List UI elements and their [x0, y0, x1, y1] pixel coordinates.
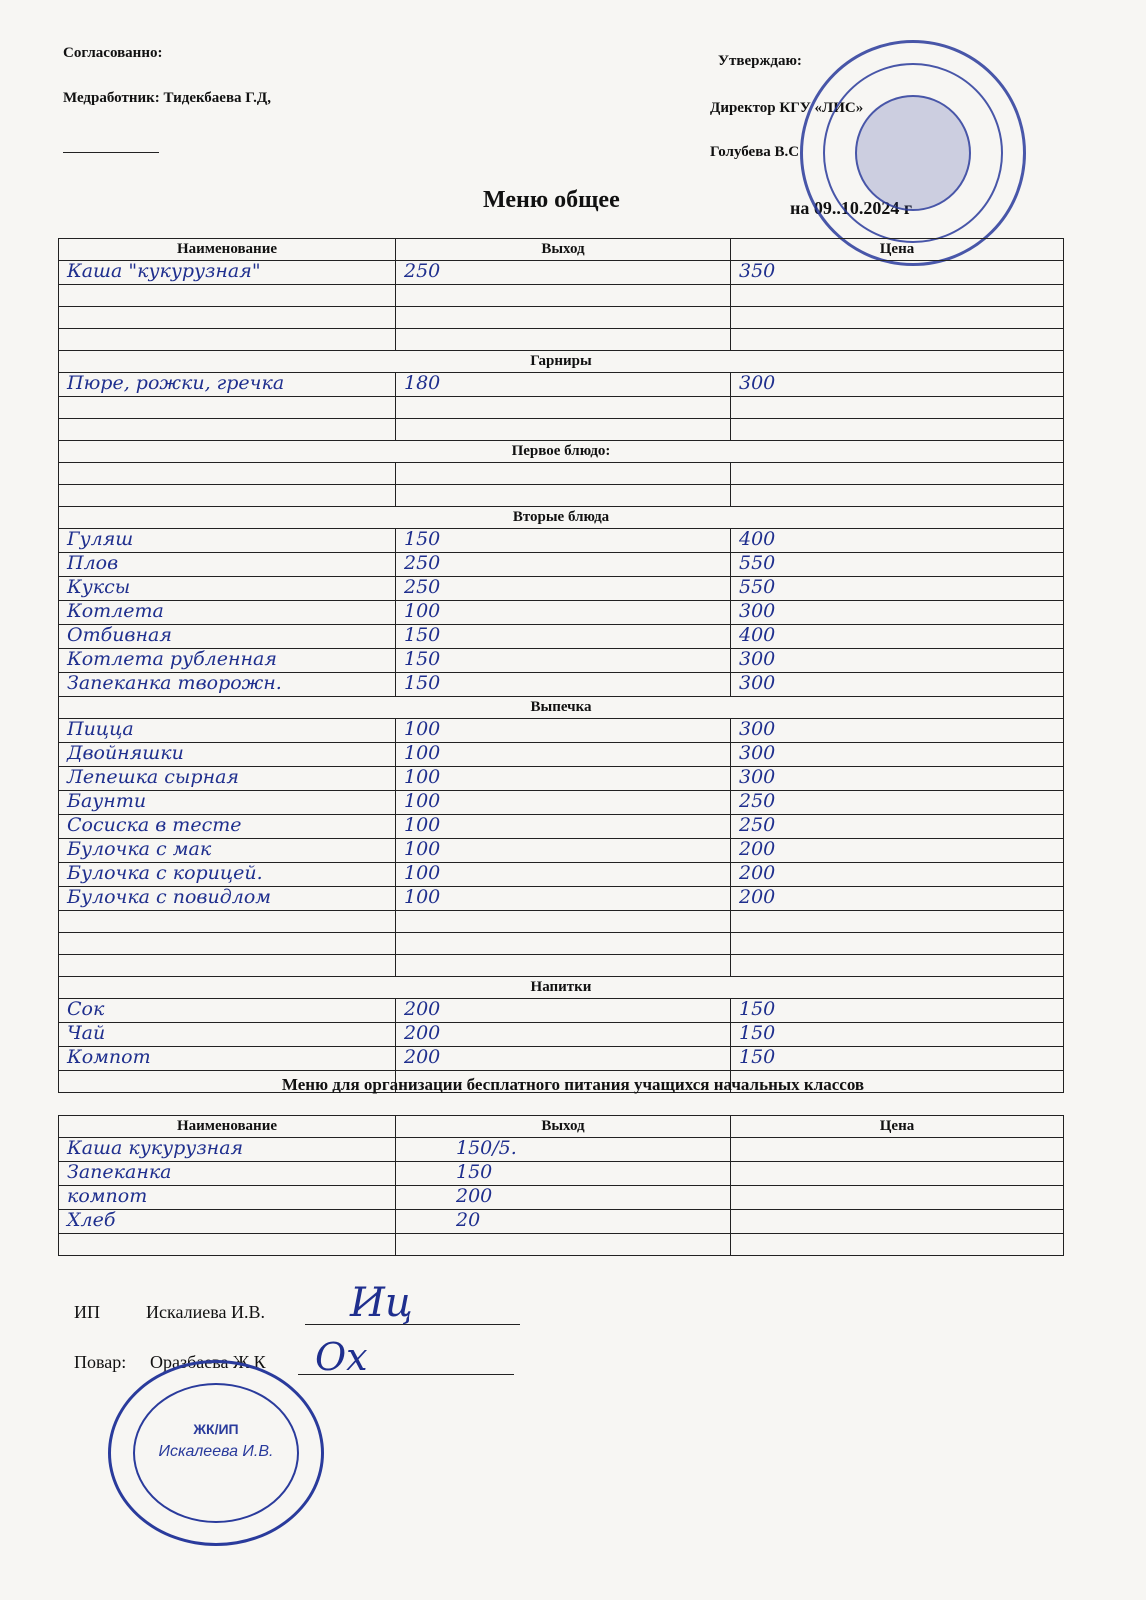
table-row [59, 815, 1064, 839]
ip-stamp-line1: ЖК/ИП [193, 1421, 239, 1437]
section-label: Выпечка [59, 697, 1064, 719]
table-row [59, 955, 1064, 977]
table-row [59, 791, 1064, 815]
cook-signature: Ох [315, 1335, 368, 1379]
item-name: Булочка с корицей. [67, 862, 263, 884]
item-name: Пюре, рожки, гречка [67, 372, 285, 394]
item-price: 550 [739, 576, 776, 598]
table-row [59, 307, 1064, 329]
table-row [59, 767, 1064, 791]
item-price: 250 [739, 790, 776, 812]
item-output: 100 [404, 862, 441, 884]
table-row [59, 601, 1064, 625]
item-price: 150 [739, 1046, 776, 1068]
item-output: 180 [404, 372, 441, 394]
table-row [59, 887, 1064, 911]
ip-stamp [108, 1360, 324, 1546]
table-row [59, 1023, 1064, 1047]
item-price: 250 [739, 814, 776, 836]
item-output: 150 [404, 672, 441, 694]
item-name: Запеканка творожн. [67, 672, 282, 694]
table-row [59, 463, 1064, 485]
item-name: Баунти [67, 790, 147, 812]
free-column-header-price: Цена [731, 1116, 1064, 1138]
section-row [59, 441, 1064, 463]
item-output: 100 [404, 718, 441, 740]
item-price: 150 [739, 1022, 776, 1044]
item-name: Булочка с повидлом [67, 886, 272, 908]
item-name: Каша "кукурузная" [67, 260, 261, 282]
table-row [59, 397, 1064, 419]
free-item-output: 150/5. [456, 1137, 517, 1159]
director-stamp [800, 40, 1026, 266]
medic-signature-line [63, 140, 159, 153]
item-name: Двойняшки [67, 742, 184, 764]
item-output: 100 [404, 600, 441, 622]
item-name: Котлета рубленная [67, 648, 277, 670]
item-output: 200 [404, 1046, 441, 1068]
table-row [59, 933, 1064, 955]
item-price: 200 [739, 886, 776, 908]
agreed-label: Согласованно: [63, 45, 163, 61]
ip-name: Искалиева И.В. [146, 1302, 265, 1322]
item-price: 300 [739, 742, 776, 764]
section-label: Напитки [59, 977, 1064, 999]
item-output: 100 [404, 886, 441, 908]
item-price: 300 [739, 372, 776, 394]
item-name: Сосиска в тесте [67, 814, 242, 836]
free-column-header-output: Выход [396, 1116, 731, 1138]
free-item-name: Хлеб [67, 1209, 116, 1231]
item-name: Куксы [67, 576, 131, 598]
column-header-price: Цена [731, 239, 1064, 261]
item-price: 300 [739, 718, 776, 740]
item-output: 250 [404, 260, 441, 282]
table-row [59, 419, 1064, 441]
table-row [59, 649, 1064, 673]
table-row [59, 999, 1064, 1023]
section-row [59, 697, 1064, 719]
item-price: 300 [739, 672, 776, 694]
director-name: Голубева В.С [710, 144, 800, 160]
item-output: 200 [404, 1022, 441, 1044]
item-price: 300 [739, 648, 776, 670]
free-menu-table [58, 1115, 1064, 1256]
table-row [59, 719, 1064, 743]
table-row [59, 529, 1064, 553]
menu-table [58, 238, 1064, 1093]
table-row [59, 261, 1064, 285]
free-table-row [59, 1234, 1064, 1256]
section-row [59, 507, 1064, 529]
ip-signature: Иц [350, 1280, 413, 1326]
item-output: 100 [404, 742, 441, 764]
item-name: Гуляш [67, 528, 134, 550]
table-row [59, 839, 1064, 863]
item-price: 150 [739, 998, 776, 1020]
item-price: 300 [739, 766, 776, 788]
item-output: 100 [404, 838, 441, 860]
table-row [59, 577, 1064, 601]
free-item-name: Каша кукурузная [67, 1137, 244, 1159]
medic-label: Медработник: Тидекбаева Г.Д, [63, 90, 271, 106]
table-row [59, 1047, 1064, 1071]
table-row [59, 743, 1064, 767]
item-output: 150 [404, 528, 441, 550]
free-item-output: 200 [456, 1185, 493, 1207]
table-row [59, 911, 1064, 933]
item-name: Чай [67, 1022, 106, 1044]
director-label: Директор КГУ «ЛИС» [710, 100, 864, 116]
item-output: 100 [404, 790, 441, 812]
free-item-name: Запеканка [67, 1161, 172, 1183]
item-output: 150 [404, 624, 441, 646]
section-row [59, 351, 1064, 373]
item-name: Котлета [67, 600, 164, 622]
item-price: 400 [739, 528, 776, 550]
item-output: 250 [404, 552, 441, 574]
ip-label: ИП [74, 1302, 100, 1322]
item-name: Компот [67, 1046, 151, 1068]
approve-label: Утверждаю: [718, 53, 802, 69]
free-table-row [59, 1210, 1064, 1234]
table-row [59, 673, 1064, 697]
item-price: 300 [739, 600, 776, 622]
column-header-name: Наименование [59, 239, 396, 261]
table-row [59, 863, 1064, 887]
section-label: Вторые блюда [59, 507, 1064, 529]
cook-label: Повар: [74, 1352, 127, 1372]
page-title: Меню общее [483, 187, 620, 213]
table-row [59, 553, 1064, 577]
item-name: Пицца [67, 718, 134, 740]
item-name: Сок [67, 998, 105, 1020]
item-output: 100 [404, 766, 441, 788]
item-output: 250 [404, 576, 441, 598]
item-name: Лепешка сырная [67, 766, 239, 788]
menu-date: на 09..10.2024 г [790, 198, 913, 218]
free-menu-title: Меню для организации бесплатного питания учащихся начальных классов [281, 1075, 865, 1094]
free-column-header-name: Наименование [59, 1116, 396, 1138]
table-row [59, 329, 1064, 351]
table-row [59, 285, 1064, 307]
free-table-row [59, 1186, 1064, 1210]
column-header-output: Выход [396, 239, 731, 261]
item-name: Булочка с мак [67, 838, 212, 860]
section-label: Первое блюдо: [59, 441, 1064, 463]
item-price: 200 [739, 838, 776, 860]
table-row [59, 373, 1064, 397]
item-output: 150 [404, 648, 441, 670]
table-row [59, 485, 1064, 507]
table-row [59, 625, 1064, 649]
section-row [59, 977, 1064, 999]
item-price: 550 [739, 552, 776, 574]
item-price: 400 [739, 624, 776, 646]
item-output: 200 [404, 998, 441, 1020]
item-price: 200 [739, 862, 776, 884]
item-name: Отбивная [67, 624, 172, 646]
free-item-output: 20 [456, 1209, 481, 1231]
item-name: Плов [67, 552, 119, 574]
free-item-name: компот [67, 1185, 148, 1207]
item-output: 100 [404, 814, 441, 836]
free-item-output: 150 [456, 1161, 493, 1183]
item-price: 350 [739, 260, 776, 282]
ip-stamp-line2: Искалеева И.В. [158, 1443, 274, 1460]
free-table-row [59, 1162, 1064, 1186]
section-label: Гарниры [59, 351, 1064, 373]
free-table-row [59, 1138, 1064, 1162]
cook-name: Оразбаева Ж.К [150, 1352, 266, 1372]
